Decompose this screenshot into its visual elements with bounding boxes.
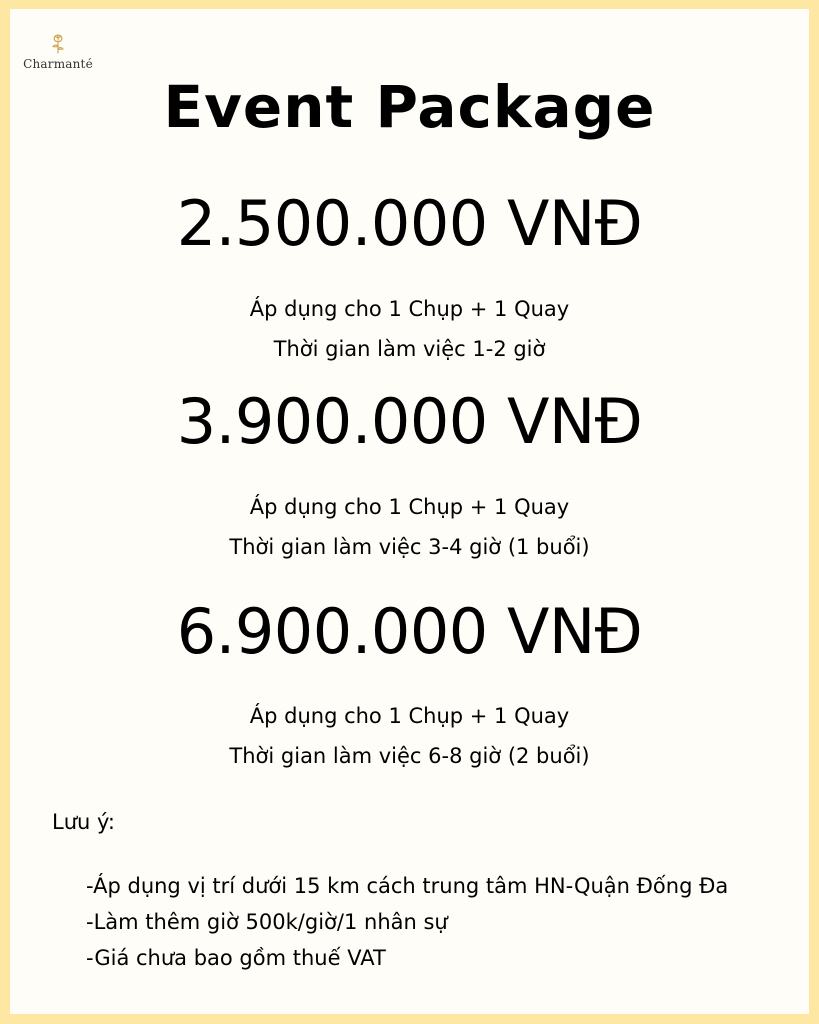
page-title: Event Package bbox=[163, 73, 656, 141]
package-1-line-2: Thời gian làm việc 1-2 giờ bbox=[273, 337, 546, 361]
package-3-line-2: Thời gian làm việc 6-8 giờ (2 buổi) bbox=[229, 744, 590, 768]
package-2-line-1: Áp dụng cho 1 Chụp + 1 Quay bbox=[249, 495, 570, 519]
note-item: -Áp dụng vị trí dưới 15 km cách trung tâm HN-Quận Đống Đa bbox=[86, 874, 729, 898]
package-2-line-2: Thời gian làm việc 3-4 giờ (1 buổi) bbox=[229, 535, 590, 559]
package-3-price: 6.900.000 VNĐ bbox=[176, 595, 643, 668]
note-item: -Làm thêm giờ 500k/giờ/1 nhân sự bbox=[86, 910, 448, 934]
price-card bbox=[10, 9, 809, 1014]
note-item: -Giá chưa bao gồm thuế VAT bbox=[86, 946, 386, 970]
brand-logo bbox=[22, 31, 94, 71]
package-2-price: 3.900.000 VNĐ bbox=[176, 385, 643, 458]
package-3-line-1: Áp dụng cho 1 Chụp + 1 Quay bbox=[249, 704, 570, 728]
package-1-price: 2.500.000 VNĐ bbox=[176, 187, 643, 260]
brand-name: Charmanté bbox=[23, 57, 93, 71]
package-1-line-1: Áp dụng cho 1 Chụp + 1 Quay bbox=[249, 297, 570, 321]
rose-icon bbox=[48, 31, 68, 55]
notes-label: Lưu ý: bbox=[52, 810, 115, 834]
